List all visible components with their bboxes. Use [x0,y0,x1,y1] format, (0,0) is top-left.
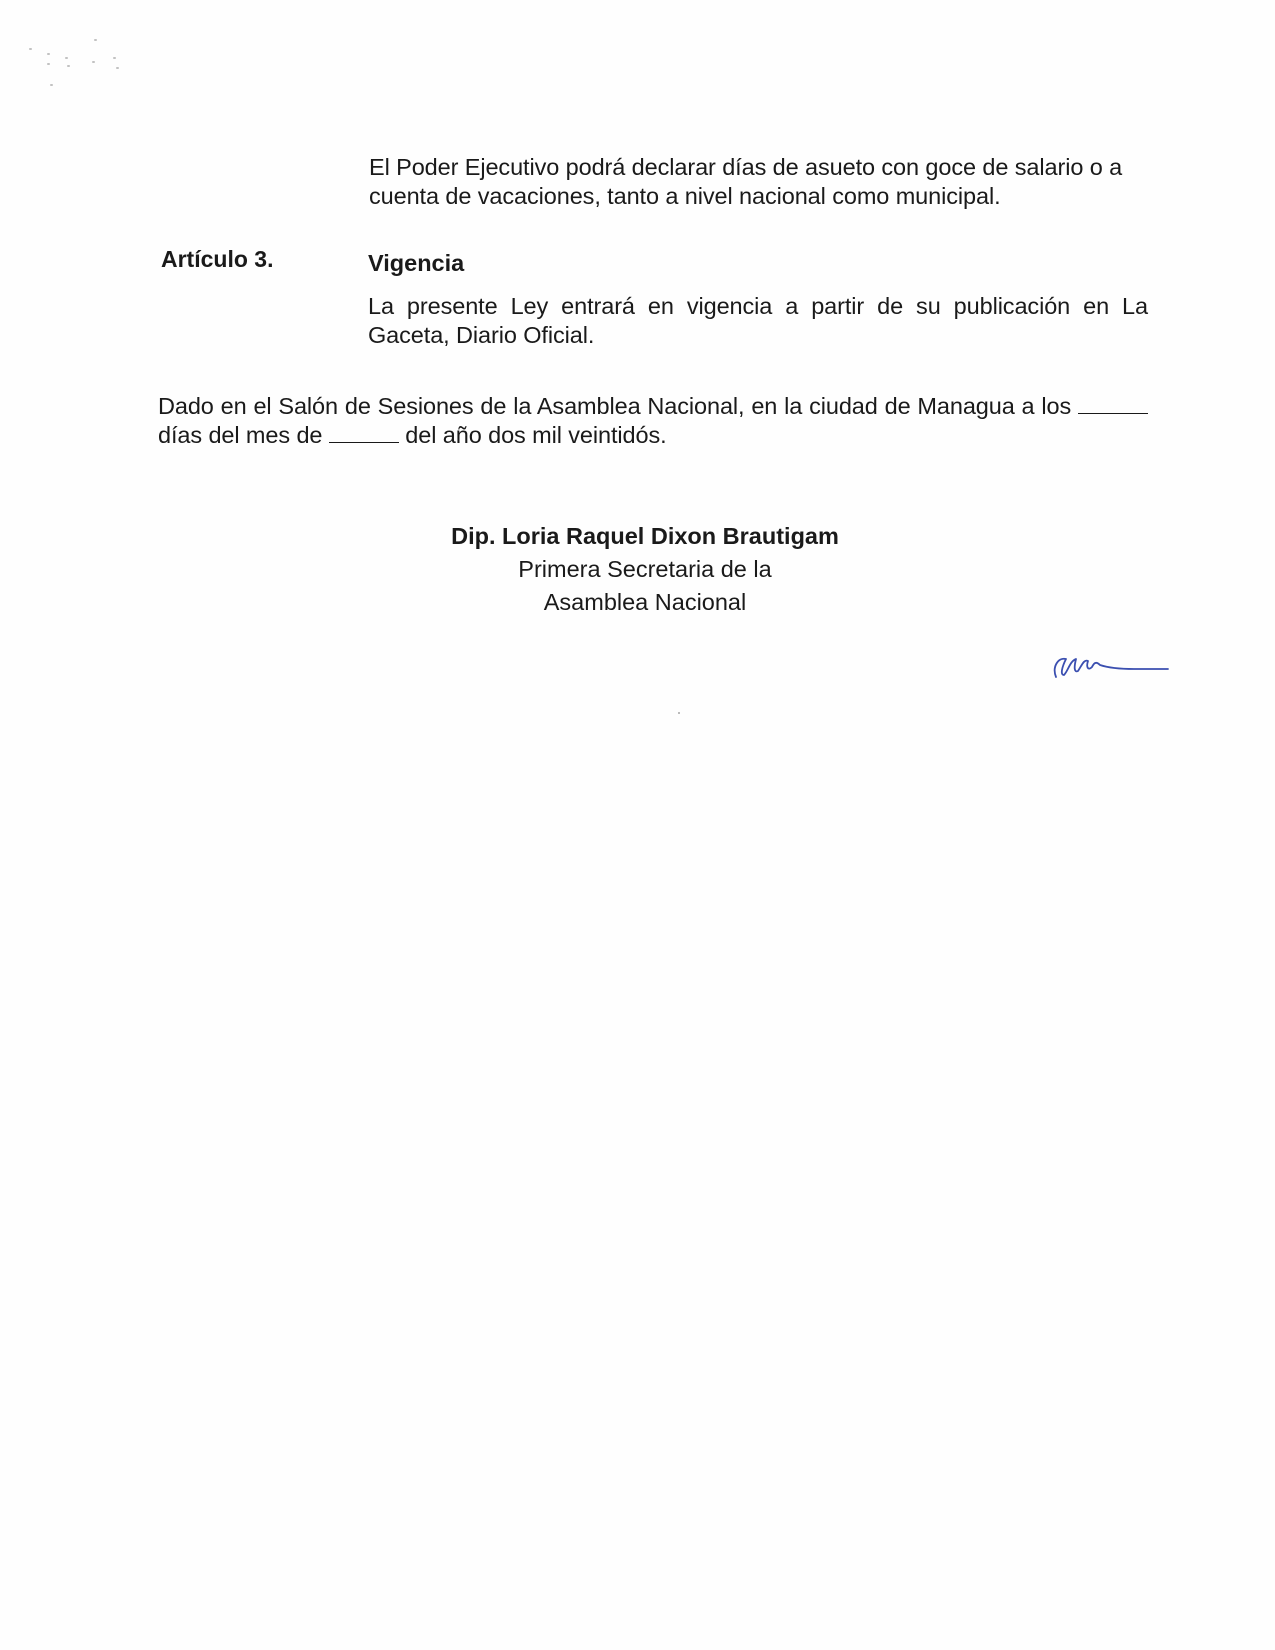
closing-part-2: días del mes de [158,422,323,448]
scan-artifacts [20,35,130,95]
paragraph-continuation: El Poder Ejecutivo podrá declarar días de asueto con goce de salario o a cuenta de vacaciones, tanto a nivel nacional como municipal. [369,154,1123,209]
day-blank [1078,397,1148,414]
article-text: La presente Ley entrará en vigencia a partir de su publicación en La Gaceta, Diario Oficial. [368,293,1148,348]
signature-block [400,520,890,619]
signatory-name: Dip. Loria Raquel Dixon Brautigam [451,523,839,549]
closing-part-1: Dado en el Salón de Sesiones de la Asamblea Nacional, en la ciudad de Managua a los [158,393,1072,419]
closing-part-3: del año dos mil veintidós. [405,422,667,448]
signatory-title-line-2: Asamblea Nacional [543,589,747,615]
article-label: Artículo 3. [161,246,274,272]
closing-paragraph [158,392,1148,450]
handwritten-initials [1048,637,1178,682]
scan-dot [678,712,680,714]
signatory-title-line-1: Primera Secretaria de la [518,556,772,582]
article-title: Vigencia [368,250,465,276]
month-blank [329,426,399,443]
